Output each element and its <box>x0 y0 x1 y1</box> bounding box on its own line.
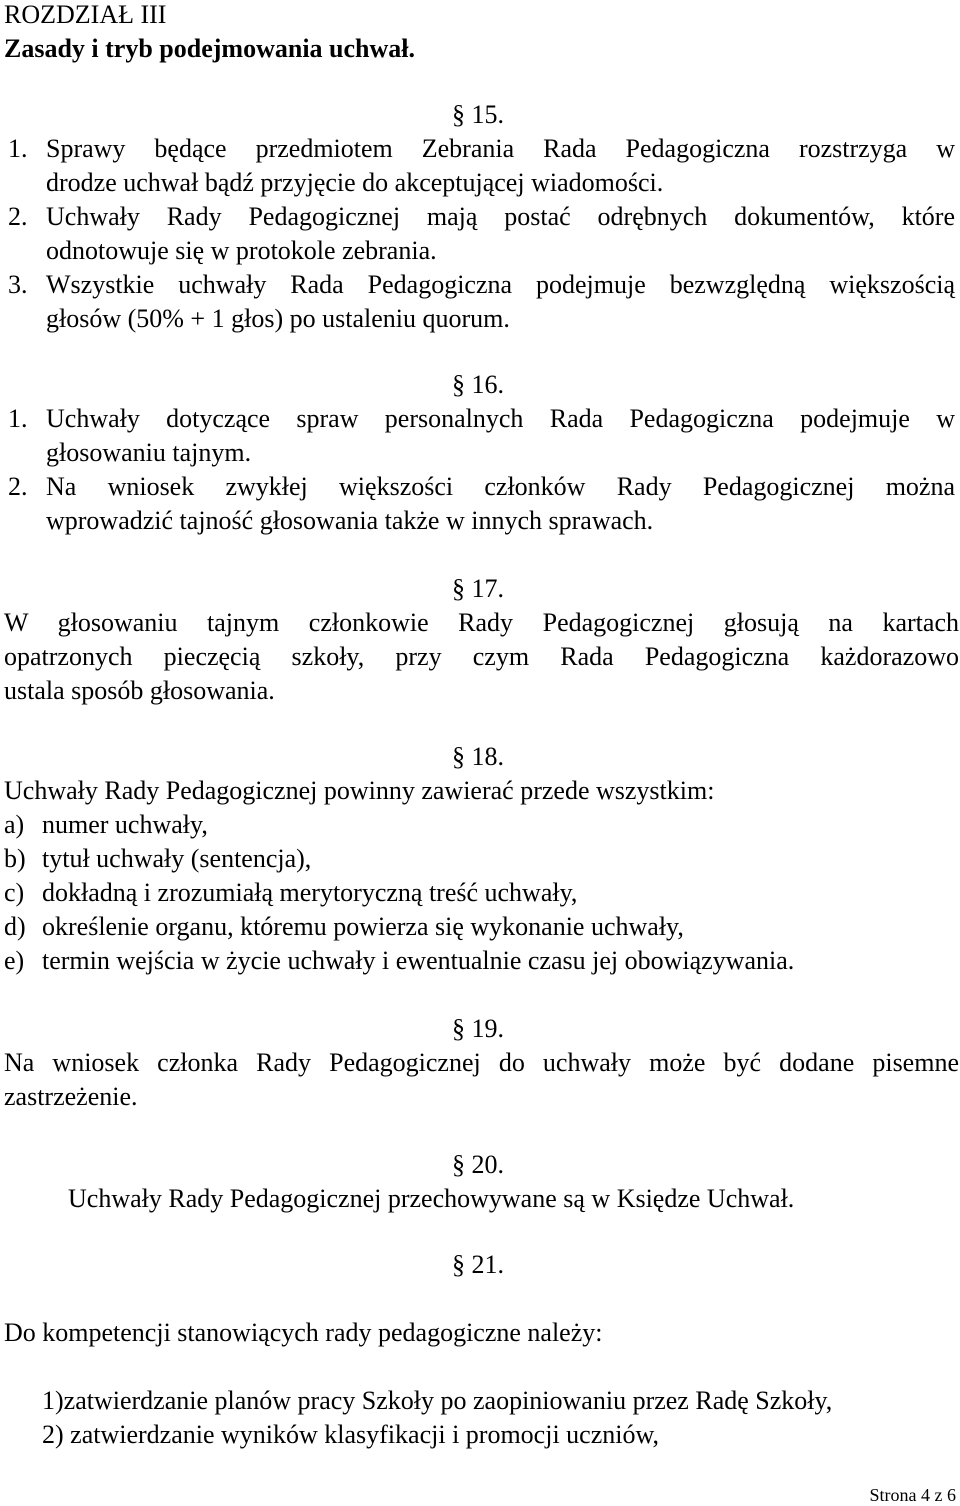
s15-item1-number: 1. <box>8 134 28 163</box>
s16-item1-number: 1. <box>8 404 28 433</box>
s18-intro: Uchwały Rady Pedagogicznej powinny zawierać przede wszystkim: <box>4 776 715 805</box>
s18-item-b-marker: b) <box>4 844 26 873</box>
s15-item1-line2: drodze uchwał bądź przyjęcie do akceptującej wiadomości. <box>46 168 664 197</box>
section-15-heading: § 15. <box>452 100 504 129</box>
section-16-heading: § 16. <box>452 370 504 399</box>
s18-item-a-marker: a) <box>4 810 25 839</box>
s20-line1: Uchwały Rady Pedagogicznej przechowywane są w Księdze Uchwał. <box>68 1184 795 1213</box>
s17-line1: W głosowaniu tajnym członkowie Rady Pedagogicznej głosują na kartach <box>4 608 959 637</box>
s16-item1-line1: Uchwały dotyczące spraw personalnych Rada Pedagogiczna podejmuje w <box>46 404 955 433</box>
s21-item1: 1)zatwierdzanie planów pracy Szkoły po zaopiniowaniu przez Radę Szkoły, <box>42 1386 833 1415</box>
s16-item2-line2: wprowadzić tajność głosowania także w innych sprawach. <box>46 506 654 535</box>
s18-item-d-marker: d) <box>4 912 26 941</box>
s18-item-d-text: określenie organu, któremu powierza się wykonanie uchwały, <box>42 912 684 941</box>
s15-item3-number: 3. <box>8 270 28 299</box>
s16-item2-number: 2. <box>8 472 28 501</box>
s18-item-c-text: dokładną i zrozumiałą merytoryczną treść uchwały, <box>42 878 578 907</box>
s16-item2-line1: Na wniosek zwykłej większości członków Rady Pedagogicznej można <box>46 472 955 501</box>
s18-item-e-text: termin wejścia w życie uchwały i ewentualnie czasu jej obowiązywania. <box>42 946 795 975</box>
s21-item2: 2) zatwierdzanie wyników klasyfikacji i promocji uczniów, <box>42 1420 660 1449</box>
section-18-heading: § 18. <box>452 742 504 771</box>
s17-line3: ustala sposób głosowania. <box>4 676 275 705</box>
s15-item3-line1: Wszystkie uchwały Rada Pedagogiczna podejmuje bezwzględną większością <box>46 270 955 299</box>
s18-item-c-marker: c) <box>4 878 25 907</box>
s18-item-a-text: numer uchwały, <box>42 810 208 839</box>
s18-item-e-marker: e) <box>4 946 25 975</box>
section-19-heading: § 19. <box>452 1014 504 1043</box>
section-20-heading: § 20. <box>452 1150 504 1179</box>
s18-item-b-text: tytuł uchwały (sentencja), <box>42 844 312 873</box>
s17-line2: opatrzonych pieczęcią szkoły, przy czym Rada Pedagogiczna każdorazowo <box>4 642 959 671</box>
s15-item2-line1: Uchwały Rady Pedagogicznej mają postać odrębnych dokumentów, które <box>46 202 955 231</box>
chapter-heading: ROZDZIAŁ III <box>4 0 167 29</box>
chapter-title: Zasady i tryb podejmowania uchwał. <box>4 34 415 63</box>
s15-item2-line2: odnotowuje się w protokole zebrania. <box>46 236 437 265</box>
s16-item1-line2: głosowaniu tajnym. <box>46 438 252 467</box>
page-number: Strona 4 z 6 <box>869 1485 956 1505</box>
s19-line2: zastrzeżenie. <box>4 1082 138 1111</box>
s21-intro: Do kompetencji stanowiących rady pedagogiczne należy: <box>4 1318 603 1347</box>
section-17-heading: § 17. <box>452 574 504 603</box>
s15-item1-line1: Sprawy będące przedmiotem Zebrania Rada Pedagogiczna rozstrzyga w <box>46 134 955 163</box>
s15-item2-number: 2. <box>8 202 28 231</box>
s15-item3-line2: głosów (50% + 1 głos) po ustaleniu quorum. <box>46 304 510 333</box>
section-21-heading: § 21. <box>452 1250 504 1279</box>
s19-line1: Na wniosek członka Rady Pedagogicznej do uchwały może być dodane pisemne <box>4 1048 959 1077</box>
